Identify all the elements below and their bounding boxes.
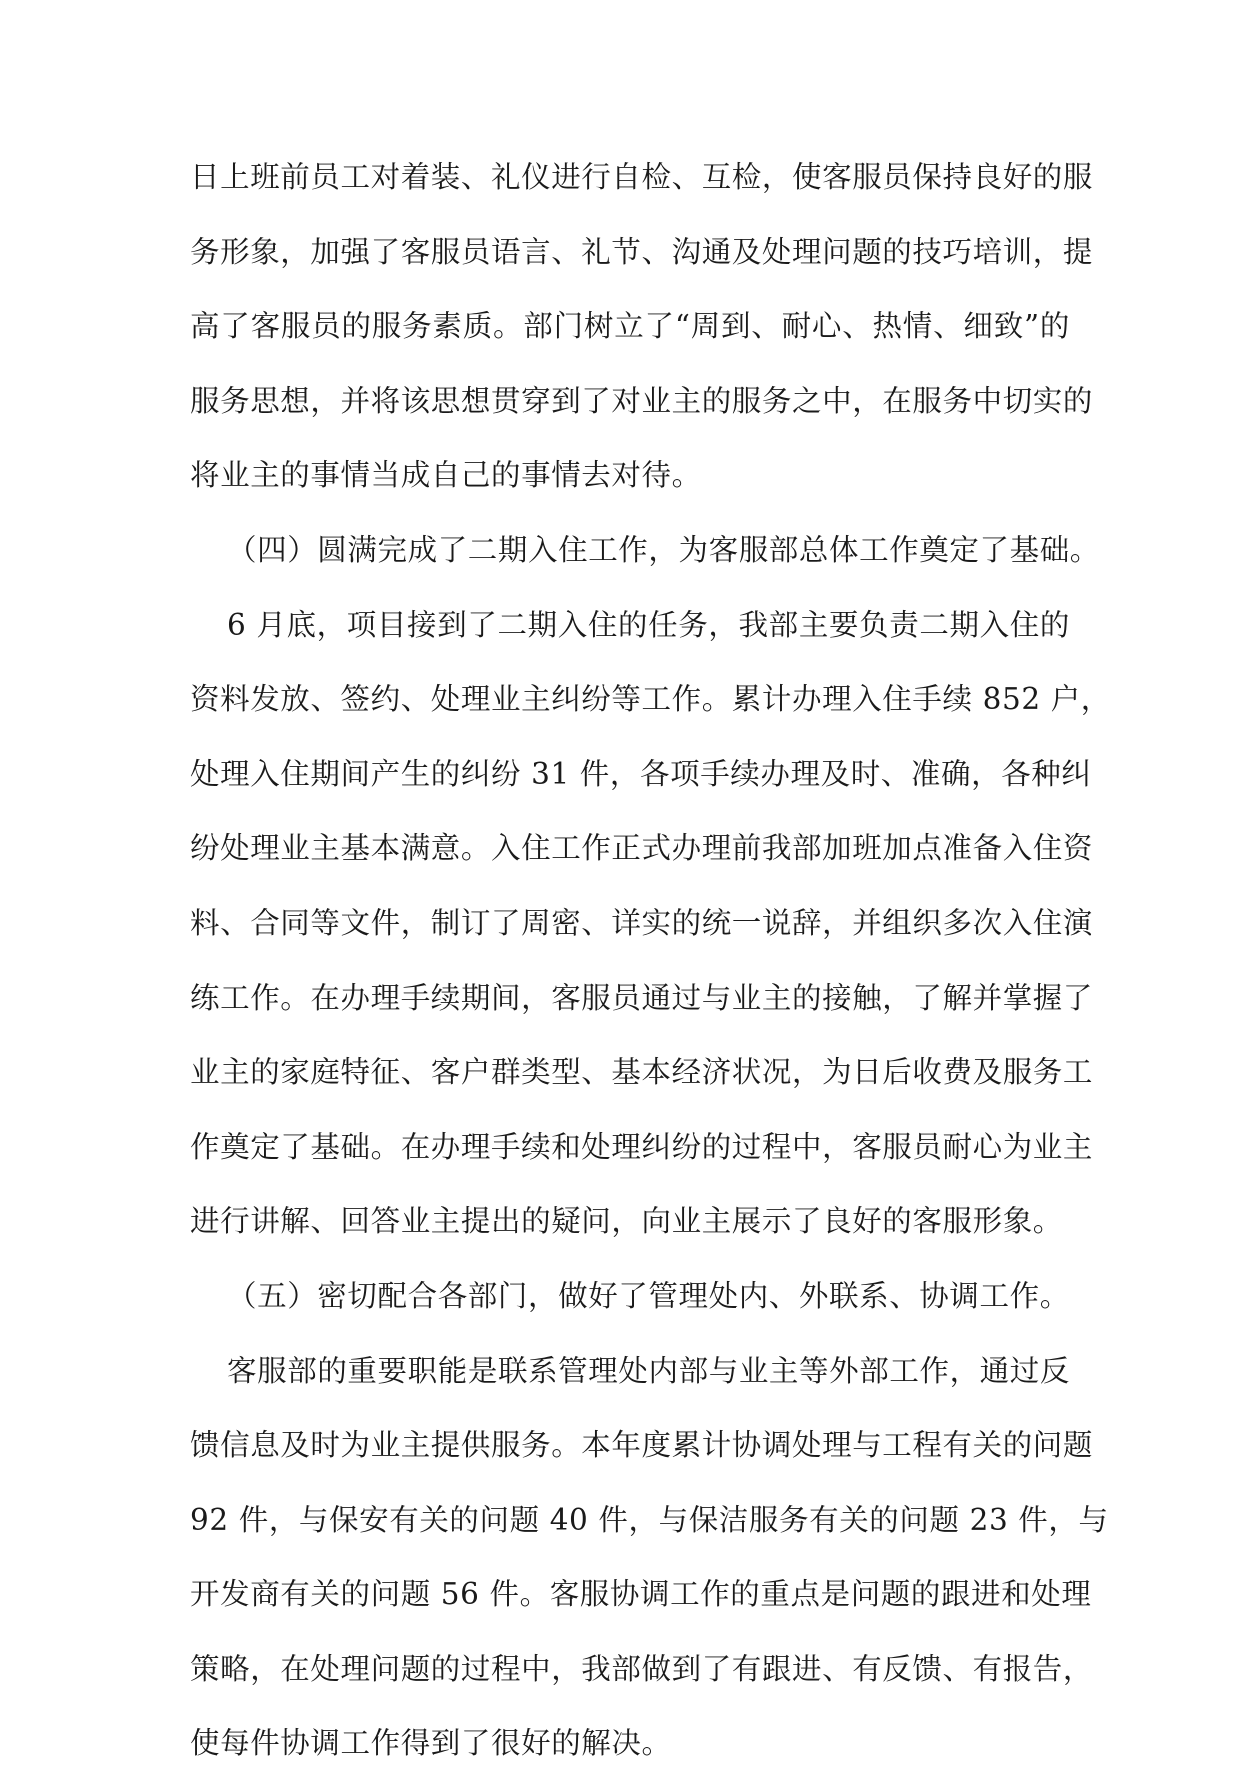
text-line: 练工作。在办理手续期间，客服员通过与业主的接触，了解并掌握了 [190, 980, 1094, 1015]
section-heading: （五）密切配合各部门，做好了管理处内、外联系、协调工作。 [227, 1278, 1070, 1313]
text-line: 策略，在处理问题的过程中，我部做到了有跟进、有反馈、有报告， [190, 1651, 1094, 1686]
text-line: 将业主的事情当成自己的事情去对待。 [190, 458, 702, 493]
text-line: 高了客服员的服务素质。部门树立了“周到、耐心、热情、细致”的 [190, 309, 1070, 344]
text-line: 客服部的重要职能是联系管理处内部与业主等外部工作，通过反 [227, 1353, 1070, 1388]
text-line: 使每件协调工作得到了很好的解决。 [190, 1726, 672, 1761]
text-line: 开发商有关的问题 56 件。客服协调工作的重点是问题的跟进和处理 [190, 1577, 1092, 1612]
text-line: 料、合同等文件，制订了周密、详实的统一说辞，并组织多次入住演 [190, 905, 1094, 940]
text-line: 馈信息及时为业主提供服务。本年度累计协调处理与工程有关的问题 [190, 1428, 1094, 1463]
text-line: 服务思想，并将该思想贯穿到了对业主的服务之中，在服务中切实的 [190, 383, 1094, 418]
text-line: 业主的家庭特征、客户群类型、基本经济状况，为日后收费及服务工 [190, 1055, 1094, 1090]
text-line: 进行讲解、回答业主提出的疑问，向业主展示了良好的客服形象。 [190, 1204, 1063, 1239]
text-line: 处理入住期间产生的纠纷 31 件，各项手续办理及时、准确，各种纠 [190, 756, 1092, 791]
document-body [190, 140, 1111, 1781]
text-line: 日上班前员工对着装、礼仪进行自检、互检，使客服员保持良好的服 [190, 160, 1094, 194]
text-line: 务形象，加强了客服员语言、礼节、沟通及处理问题的技巧培训，提 [190, 234, 1094, 269]
text-line: 作奠定了基础。在办理手续和处理纠纷的过程中，客服员耐心为业主 [190, 1129, 1094, 1164]
text-line: 92 件，与保安有关的问题 40 件，与保洁服务有关的问题 23 件，与 [190, 1502, 1109, 1537]
section-heading: （四）圆满完成了二期入住工作，为客服部总体工作奠定了基础。 [227, 532, 1100, 567]
text-line: 资料发放、签约、处理业主纠纷等工作。累计办理入住手续 852 户， [190, 682, 1111, 717]
text-line: 纷处理业主基本满意。入住工作正式办理前我部加班加点准备入住资 [190, 831, 1094, 866]
text-line: 6 月底，项目接到了二期入住的任务，我部主要负责二期入住的 [227, 607, 1070, 642]
